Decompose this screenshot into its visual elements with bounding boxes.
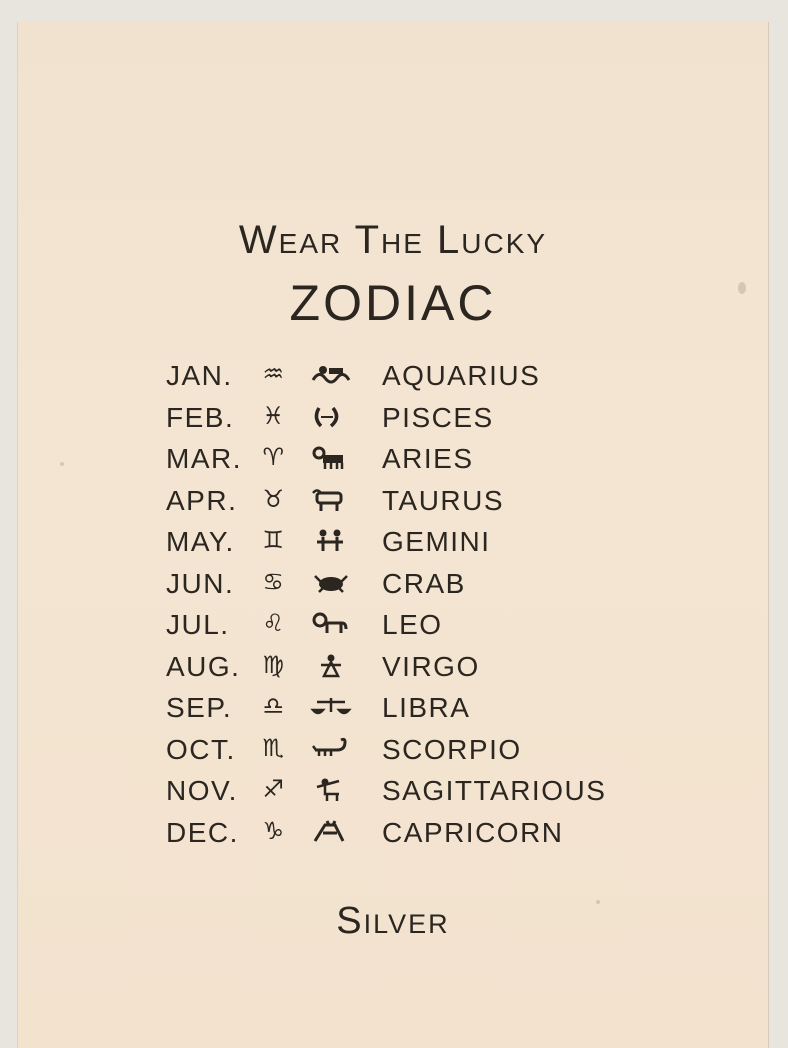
zodiac-row-feb [166, 402, 646, 444]
card-title-line2: ZODIAC [289, 275, 497, 331]
zodiac-table [166, 360, 646, 858]
zodiac-row-jan [166, 360, 646, 402]
month-label: AUG. [166, 650, 241, 682]
zodiac-row-aug [166, 651, 646, 693]
sign-name: PISCES [382, 401, 494, 433]
sign-name: ARIES [382, 443, 474, 474]
zodiac-row-sep [166, 692, 646, 734]
sign-name: AQUARIUS [382, 360, 541, 391]
sign-name: SAGITTARIOUS [382, 775, 607, 806]
month-label: SEP. [166, 692, 233, 723]
goat-icon [306, 819, 356, 849]
cancer-glyph-icon: ♋ [262, 567, 286, 596]
crab-icon [306, 570, 356, 600]
zodiac-row-mar [166, 443, 646, 485]
virgo-glyph-icon: ♍ [262, 650, 286, 679]
archer-icon [306, 777, 356, 807]
scorpio-glyph-icon: ♏ [262, 733, 286, 762]
leo-glyph-icon: ♌ [262, 609, 286, 637]
scales-icon [306, 694, 356, 724]
paper-speck [738, 282, 746, 294]
libra-glyph-icon: ♎ [262, 692, 286, 720]
twins-icon [306, 528, 356, 558]
gemini-glyph-icon: ♊ [262, 526, 286, 554]
card-title-line1: Wear The Lucky [238, 218, 548, 262]
taurus-glyph-icon: ♉ [262, 484, 286, 513]
aquarius-glyph-icon: ♒ [262, 360, 286, 388]
sagittarius-glyph-icon: ♐ [262, 775, 286, 803]
water-bearer-icon [306, 362, 356, 392]
paper-speck [60, 462, 64, 466]
month-label: OCT. [166, 733, 236, 765]
zodiac-row-dec [166, 817, 646, 859]
aries-glyph-icon: ♈ [262, 443, 286, 471]
capricorn-glyph-icon: ♑ [262, 816, 286, 845]
zodiac-row-nov [166, 775, 646, 817]
sign-name: VIRGO [382, 650, 480, 682]
month-label: NOV. [166, 775, 238, 806]
bull-icon [306, 487, 356, 517]
ram-icon [306, 445, 356, 475]
sign-name: TAURUS [382, 484, 505, 516]
zodiac-row-jul [166, 609, 646, 651]
sign-name: LEO [382, 609, 443, 640]
sign-name: CRAB [382, 567, 466, 599]
paper-speck [596, 900, 600, 904]
sign-name: LIBRA [382, 692, 471, 723]
pisces-glyph-icon: ♓ [262, 401, 286, 430]
fish-icon [306, 404, 356, 434]
sign-name: SCORPIO [382, 733, 522, 765]
zodiac-card [18, 22, 768, 1048]
zodiac-row-jun [166, 568, 646, 610]
month-label: JUN. [166, 567, 235, 599]
month-label: DEC. [166, 816, 239, 848]
card-footer: Silver [336, 900, 450, 942]
zodiac-row-may [166, 526, 646, 568]
zodiac-row-apr [166, 485, 646, 527]
sign-name: CAPRICORN [382, 816, 564, 848]
month-label: MAY. [166, 526, 235, 557]
lion-icon [306, 611, 356, 641]
zodiac-row-oct [166, 734, 646, 776]
month-label: JUL. [166, 609, 230, 640]
sign-name: GEMINI [382, 526, 491, 557]
month-label: MAR. [166, 443, 242, 474]
month-label: FEB. [166, 401, 235, 433]
virgin-icon [306, 653, 356, 683]
month-label: JAN. [166, 360, 233, 391]
scorpion-icon [306, 736, 356, 766]
show-through-text [118, 140, 698, 200]
month-label: APR. [166, 484, 238, 516]
